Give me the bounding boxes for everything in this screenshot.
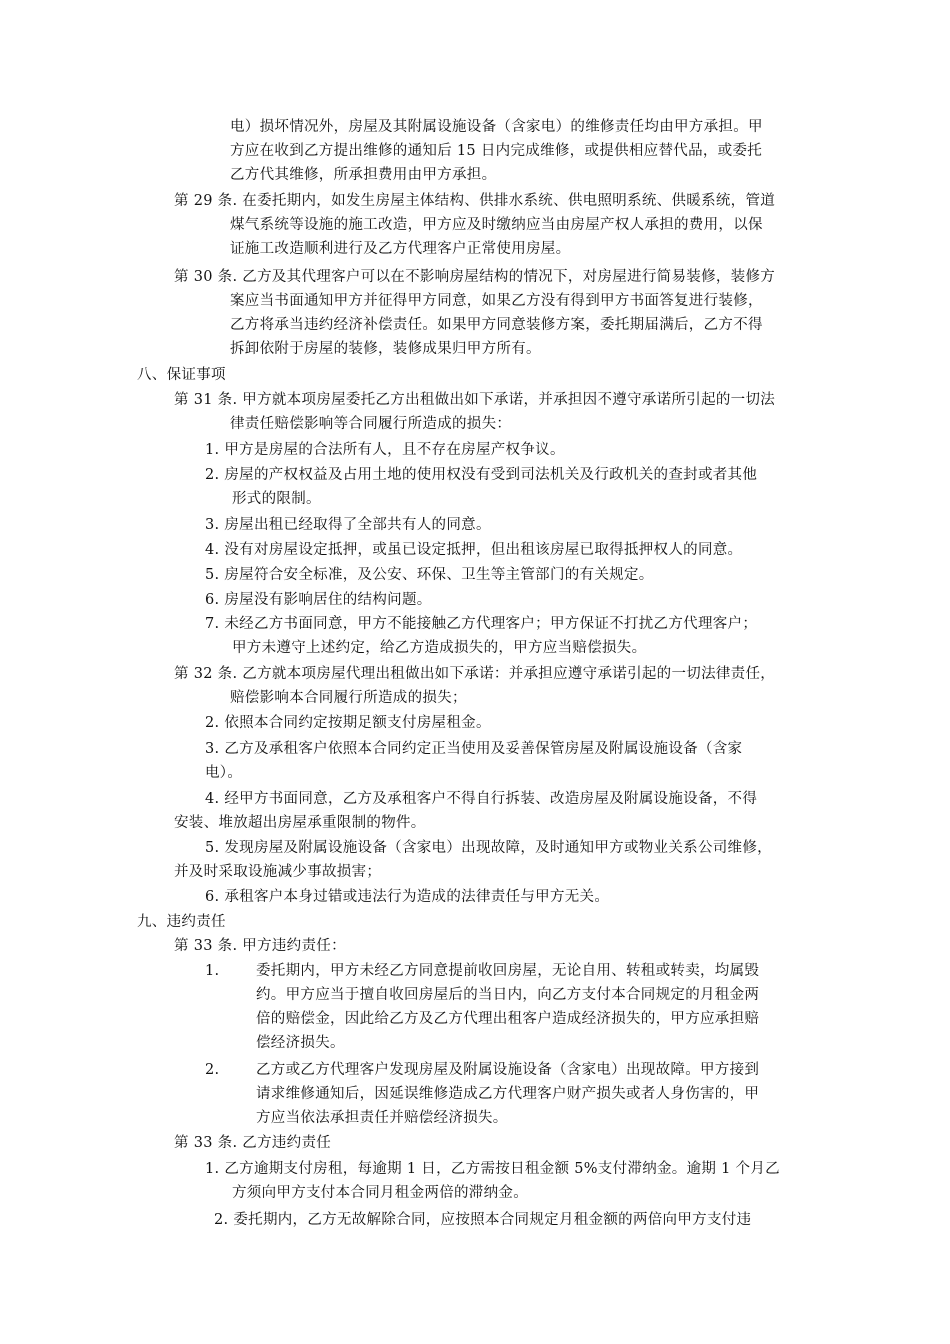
- text-line: 乙方将承当违约经济补偿责任。如果甲方同意装修方案，委托期届满后，乙方不得: [230, 317, 763, 333]
- list-item: 3. 乙方及承租客户依照本合同约定正当使用及妥善保管房屋及附属设施设备（含家: [205, 741, 743, 757]
- text-line: 赔偿影响本合同履行所造成的损失；: [230, 690, 467, 706]
- list-item: 1. 乙方逾期支付房租，每逾期 1 日，乙方需按日租金额 5%支付滞纳金。逾期 1 个月乙: [205, 1161, 780, 1177]
- text-line: 方应当依法承担责任并赔偿经济损失。: [256, 1110, 508, 1126]
- list-item: 委托期内，甲方未经乙方同意提前收回房屋，无论自用、转租或转卖，均属毁: [256, 963, 760, 979]
- list-item: 6. 房屋没有影响居住的结构问题。: [205, 592, 432, 608]
- text-line: 拆卸依附于房屋的装修，装修成果归甲方所有。: [230, 341, 541, 357]
- list-item: 5. 发现房屋及附属设施设备（含家电）出现故障，及时通知甲方或物业关系公司维修，: [205, 840, 772, 856]
- clause-33-a: 第 33 条. 甲方违约责任：: [174, 938, 346, 954]
- clause-32: 第 32 条. 乙方就本项房屋代理出租做出如下承诺：并承担应遵守承诺引起的一切法律责任，: [174, 666, 776, 682]
- list-item: 4. 没有对房屋设定抵押，或虽已设定抵押，但出租该房屋已取得抵押权人的同意。: [205, 542, 743, 558]
- list-item: 2. 房屋的产权权益及占用土地的使用权没有受到司法机关及行政机关的查封或者其他: [205, 467, 758, 483]
- list-item: 3. 房屋出租已经取得了全部共有人的同意。: [205, 517, 491, 533]
- list-item: 乙方或乙方代理客户发现房屋及附属设施设备（含家电）出现故障。甲方接到: [256, 1062, 760, 1078]
- text-line: 安装、堆放超出房屋承重限制的物件。: [174, 815, 426, 831]
- text-line: 偿经济损失。: [256, 1035, 345, 1051]
- text-line: 煤气系统等设施的施工改造，甲方应及时缴纳应当由房屋产权人承担的费用，以保: [230, 217, 763, 233]
- text-line: 甲方未遵守上述约定，给乙方造成损失的，甲方应当赔偿损失。: [232, 640, 647, 656]
- list-item: 2. 委托期内，乙方无故解除合同，应按照本合同规定月租金额的两倍向甲方支付违: [214, 1212, 752, 1228]
- clause-29: 第 29 条. 在委托期内，如发生房屋主体结构、供排水系统、供电照明系统、供暖系统，管道: [174, 193, 776, 209]
- text-line: 电）。: [205, 765, 243, 781]
- list-item: 1. 甲方是房屋的合法所有人，且不存在房屋产权争议。: [205, 442, 565, 458]
- list-item: 6. 承租客户本身过错或违法行为造成的法律责任与甲方无关。: [205, 889, 610, 905]
- text-line: 方应在收到乙方提出维修的通知后 15 日内完成维修，或提供相应替代品，或委托: [230, 143, 763, 159]
- list-number: 1.: [205, 963, 220, 979]
- section-heading: 八、保证事项: [137, 367, 226, 383]
- text-line: 约。甲方应当于擅自收回房屋后的当日内，向乙方支付本合同规定的月租金两: [256, 987, 760, 1003]
- list-item: 4. 经甲方书面同意，乙方及承租客户不得自行拆装、改造房屋及附属设施设备，不得: [205, 791, 758, 807]
- list-item: 7. 未经乙方书面同意，甲方不能接触乙方代理客户；甲方保证不打扰乙方代理客户；: [205, 616, 758, 632]
- text-line: 方须向甲方支付本合同月租金两倍的滞纳金。: [232, 1185, 528, 1201]
- clause-31: 第 31 条. 甲方就本项房屋委托乙方出租做出如下承诺，并承担因不遵守承诺所引起的一切法: [174, 392, 776, 408]
- text-line: 形式的限制。: [232, 491, 321, 507]
- clause-33-b: 第 33 条. 乙方违约责任: [174, 1135, 332, 1151]
- text-line: 案应当书面通知甲方并征得甲方同意，如果乙方没有得到甲方书面答复进行装修，: [230, 293, 763, 309]
- text-line: 并及时采取设施减少事故损害；: [174, 864, 382, 880]
- text-line: 倍的赔偿金，因此给乙方及乙方代理出租客户造成经济损失的，甲方应承担赔: [256, 1011, 760, 1027]
- list-item: 2. 依照本合同约定按期足额支付房屋租金。: [205, 715, 491, 731]
- text-line: 律责任赔偿影响等合同履行所造成的损失：: [230, 416, 512, 432]
- clause-30: 第 30 条. 乙方及其代理客户可以在不影响房屋结构的情况下，对房屋进行简易装修，装修方: [174, 269, 776, 285]
- text-line: 乙方代其维修，所承担费用由甲方承担。: [230, 167, 497, 183]
- text-line: 证施工改造顺利进行及乙方代理客户正常使用房屋。: [230, 241, 571, 257]
- section-heading: 九、违约责任: [137, 914, 226, 930]
- list-item: 5. 房屋符合安全标准，及公安、环保、卫生等主管部门的有关规定。: [205, 567, 654, 583]
- text-line: 电）损坏情况外，房屋及其附属设施设备（含家电）的维修责任均由甲方承担。甲: [230, 119, 763, 135]
- text-line: 请求维修通知后，因延误维修造成乙方代理客户财产损失或者人身伤害的，甲: [256, 1086, 760, 1102]
- list-number: 2.: [205, 1062, 220, 1078]
